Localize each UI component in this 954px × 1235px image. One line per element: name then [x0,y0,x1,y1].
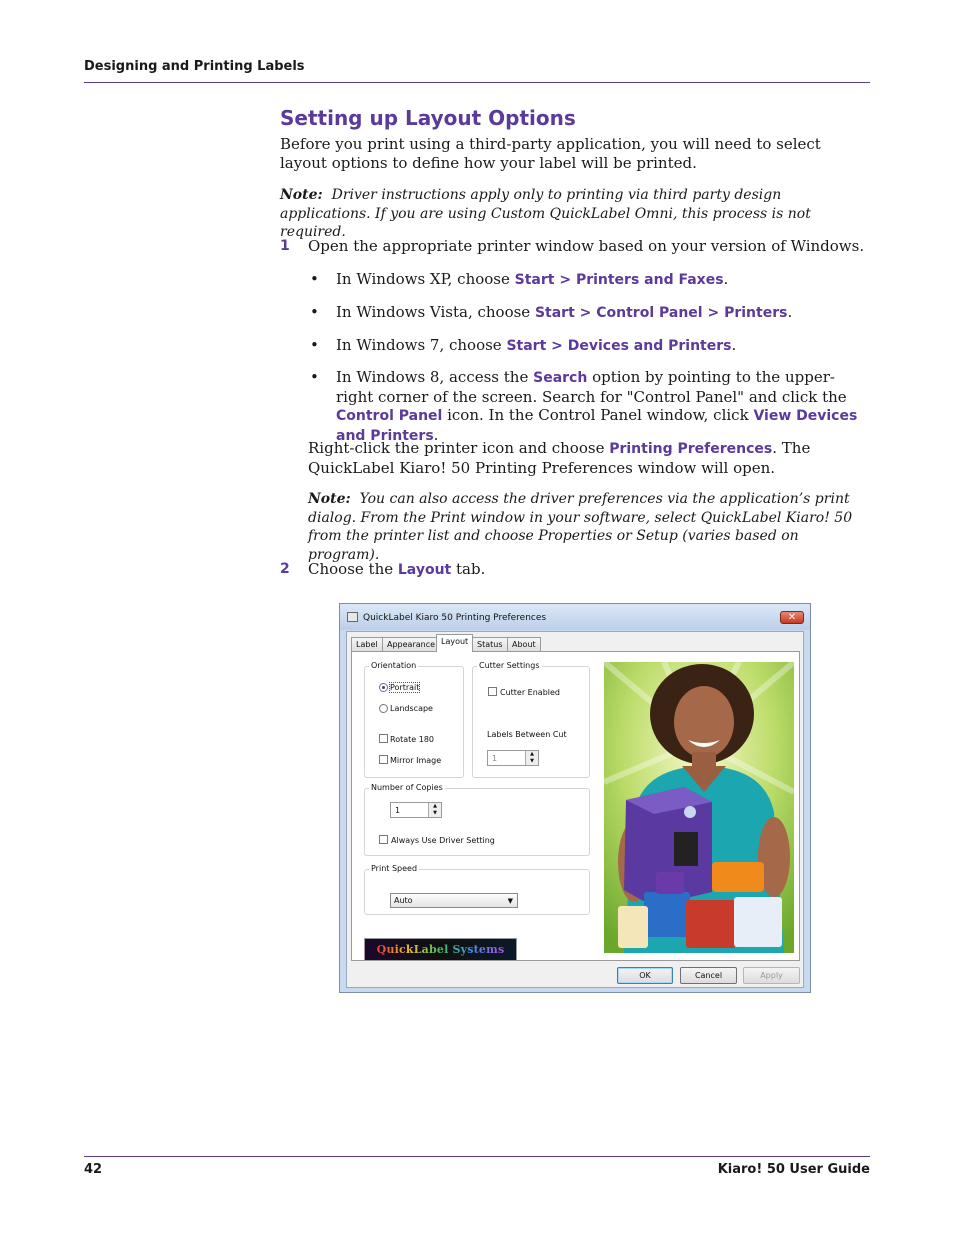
copies-value: 1 [395,806,401,815]
tab-label[interactable]: Label [351,637,383,651]
intro-paragraph: Before you print using a third-party application, you will need to select layout options to define how your label will be printed. [280,135,821,172]
tab-status[interactable]: Status [472,637,508,651]
close-button[interactable]: ✕ [780,611,804,624]
bullet-1: • [310,270,319,288]
bullet-win8-text-c: icon. In the Control Panel window, click [442,406,754,424]
bullet-win8-end: . [433,425,439,444]
bullet-vista-text: In Windows Vista, choose [336,303,535,321]
bullet-win7 [336,336,868,356]
portrait-radio[interactable] [379,683,388,692]
layout-tab-panel [351,651,800,961]
always-driver-label[interactable]: Always Use Driver Setting [391,836,495,845]
cmd-layout: Layout [397,562,452,578]
step-1-number: 1 [280,238,290,254]
step-2-text [308,560,868,580]
rotate-checkbox[interactable] [379,734,388,743]
note-1-text: Driver instructions apply only to printing via third party design applications. If you are using Custom QuickLabel Omni, this process is not required. [280,187,811,240]
bullet-xp [336,270,868,290]
printing-preferences-dialog [339,603,811,993]
bullet-win8 [336,368,870,445]
printer-icon [347,612,358,622]
rightclick-paragraph [308,439,868,477]
speed-group [364,864,590,915]
rightclick-text: Right-click the printer icon and choose [308,439,610,457]
orientation-title: Orientation [371,661,417,670]
labels-between-cut-value: 1 [492,754,498,763]
bullet-win7-text: In Windows 7, choose [336,336,507,354]
bullet-win8-text-a: In Windows 8, access the [336,368,534,386]
chevron-down-icon: ▼ [507,897,513,905]
note-2-label: Note: [308,491,351,507]
bullet-2: • [310,303,319,321]
logo-text: QuickLabel Systems [376,943,505,956]
note-2 [308,490,870,564]
cmd-printing-preferences: Printing Preferences [609,441,773,457]
section-title: Setting up Layout Options [280,106,576,130]
footer-rule [84,1156,870,1157]
note-1 [280,186,872,242]
cutter-group [472,661,590,778]
cutter-enabled-checkbox[interactable] [488,687,497,696]
copies-spinner[interactable] [390,802,442,818]
bullet-vista-end: . [787,303,793,321]
spinner-arrows-icon[interactable]: ▲ ▼ [525,751,538,765]
cmd-control-panel: Control Panel [336,408,443,424]
guide-title: Kiaro! 50 User Guide [717,1162,870,1177]
tab-about[interactable]: About [507,637,541,651]
speed-title: Print Speed [371,864,418,873]
mirror-label[interactable]: Mirror Image [390,756,442,765]
running-header: Designing and Printing Labels [84,59,305,74]
rightclick-end: . The QuickLabel Kiaro! 50 Printing Preferences window will open. [308,439,811,477]
tab-layout[interactable]: Layout [436,634,473,652]
step-2-number: 2 [280,561,290,577]
orientation-group [364,661,464,778]
header-rule [84,82,870,83]
cmd-start-printers-faxes: Start > Printers and Faxes [514,272,724,288]
product-photo [604,662,794,953]
mirror-checkbox[interactable] [379,755,388,764]
cancel-button[interactable]: Cancel [680,967,737,984]
note-2-text: You can also access the driver preferences via the application’s print dialog. From the Print window in your software, select QuickLabel Kiaro! 50 from the printer list and choose Properties or Setup (varies based on program). [308,491,853,563]
cutter-enabled-label[interactable]: Cutter Enabled [500,688,561,697]
dialog-body [346,631,804,988]
copies-title: Number of Copies [371,783,443,792]
landscape-radio[interactable] [379,704,388,713]
labels-between-cut-spinner[interactable] [487,750,539,766]
bullet-xp-text: In Windows XP, choose [336,270,515,288]
always-driver-checkbox[interactable] [379,835,388,844]
bullet-win8-text-b: option by pointing to the upper-right corner of the screen. Search for "Control Panel" and click the [336,368,847,406]
step-1-text: Open the appropriate printer window based on your version of Windows. [308,237,865,255]
dialog-titlebar[interactable] [340,604,810,630]
cmd-view-devices-printers: View Devices and Printers [336,408,858,444]
apply-button[interactable]: Apply [743,967,800,984]
copies-arrows-icon[interactable]: ▲ ▼ [428,803,441,817]
cmd-start-devices-printers: Start > Devices and Printers [506,338,732,354]
labels-between-cut-label: Labels Between Cut [487,730,567,739]
bullet-xp-end: . [723,270,729,288]
rotate-label[interactable]: Rotate 180 [390,735,435,744]
landscape-label[interactable]: Landscape [390,704,433,713]
quicklabel-systems-logo [364,938,517,961]
bullet-4: • [310,368,319,386]
bullet-vista [336,303,868,323]
bullet-3: • [310,336,319,354]
ok-button[interactable]: OK [617,967,673,984]
step-2-pre: Choose the [308,560,398,578]
copies-group [364,783,590,856]
cutter-title: Cutter Settings [479,661,540,670]
bullet-win7-end: . [731,336,737,354]
print-speed-select[interactable] [390,893,518,908]
dialog-title: QuickLabel Kiaro 50 Printing Preferences [363,613,547,623]
cmd-search: Search [533,370,588,386]
tab-appearance[interactable]: Appearance [382,637,440,651]
portrait-label[interactable]: Portrait [390,683,420,692]
product-photo-illustration [604,662,794,953]
cmd-start-control-panel-printers: Start > Control Panel > Printers [534,305,788,321]
step-2-post: tab. [451,560,486,578]
note-1-label: Note: [280,187,323,203]
print-speed-value: Auto [394,896,413,905]
page-number: 42 [84,1162,103,1177]
